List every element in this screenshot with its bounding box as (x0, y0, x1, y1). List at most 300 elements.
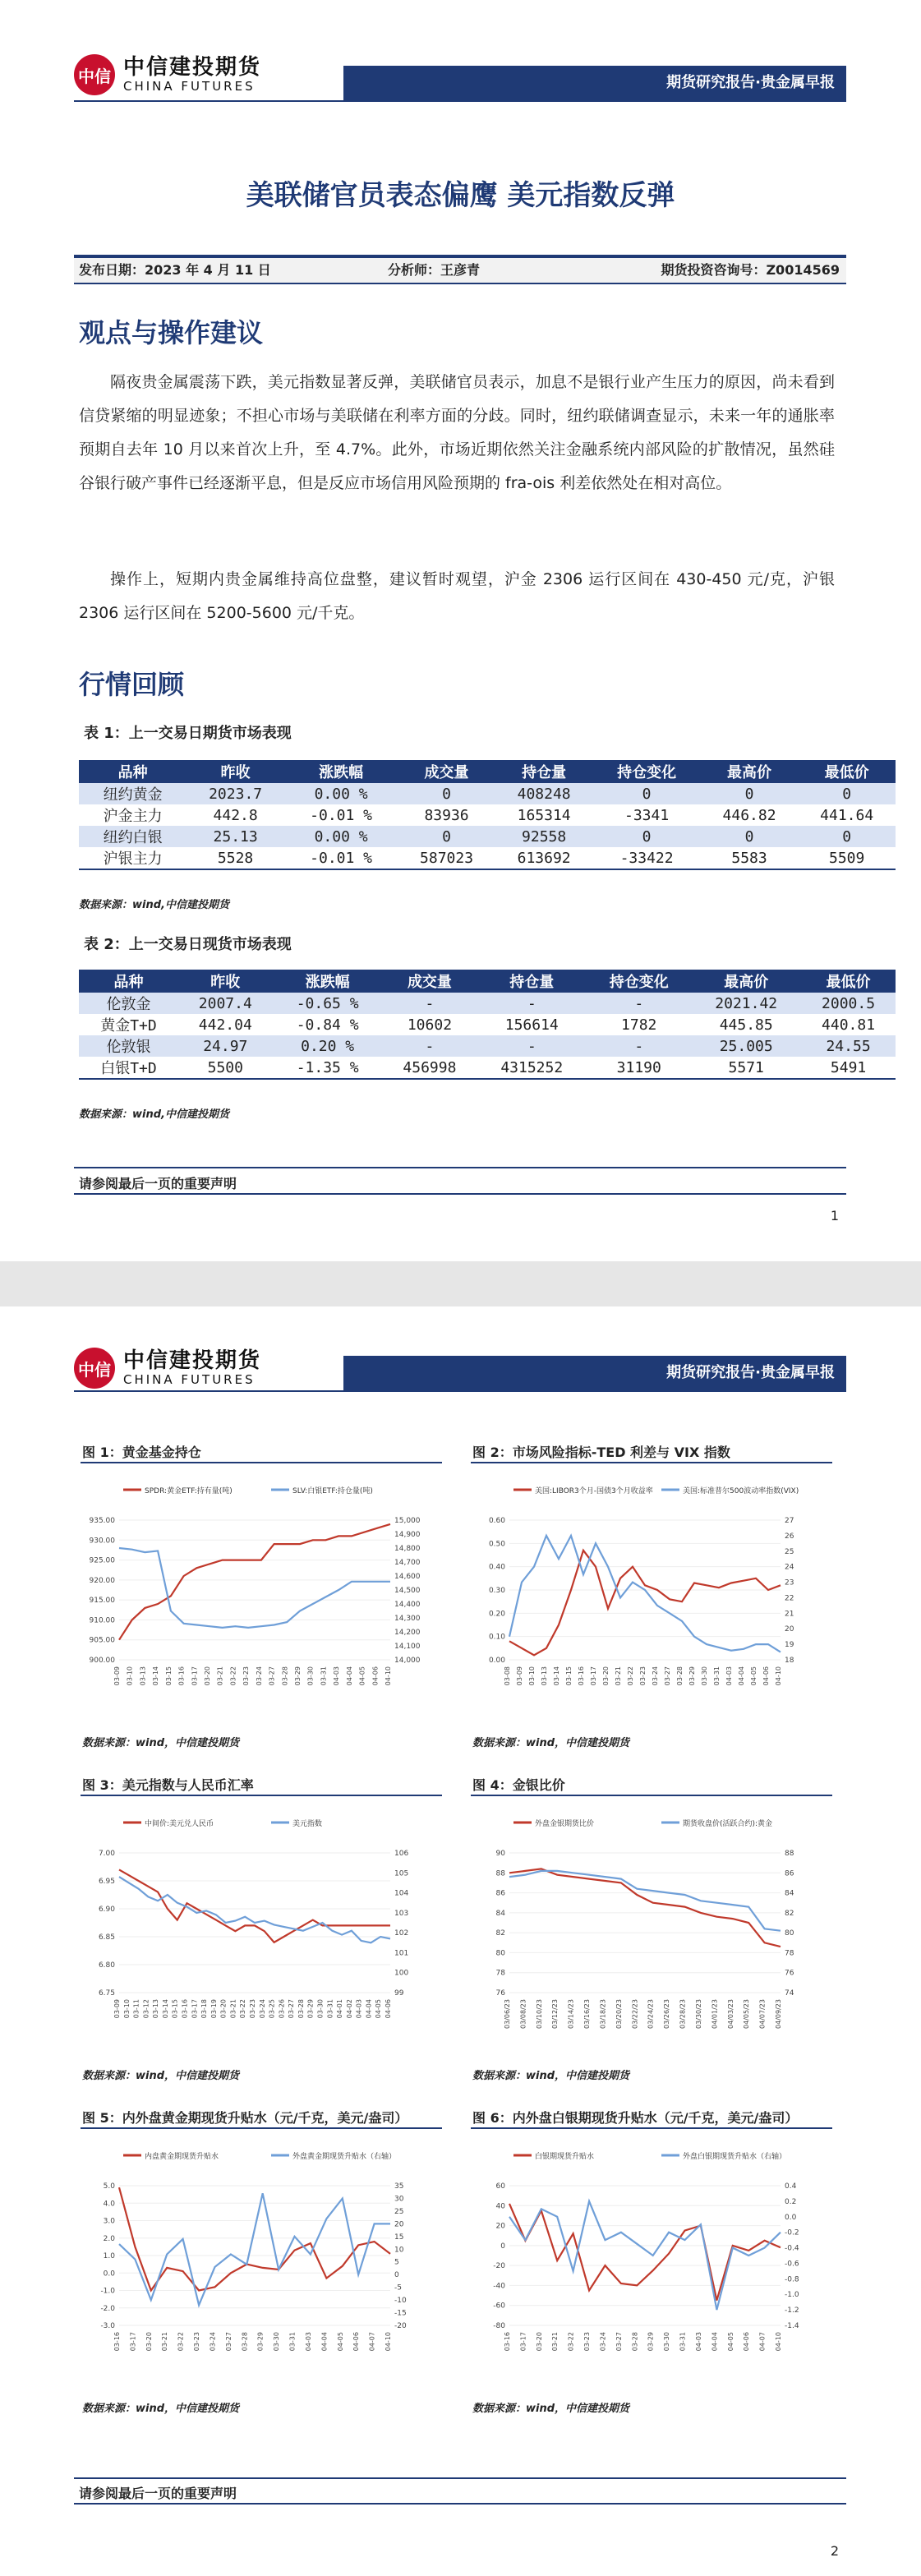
series-line-2 (119, 1877, 390, 1942)
analyst: 分析师：王彦青 (388, 262, 481, 278)
table-cell: 0 (701, 826, 799, 847)
x-tick-label: 04-03 (725, 1666, 733, 1686)
y-right-tick-label: 5 (394, 2258, 399, 2267)
report-title: 美联储官员表态偏鹰 美元指数反弹 (246, 179, 675, 212)
y-left-tick-label: -20 (493, 2262, 505, 2271)
header-rule (74, 100, 846, 102)
series-line-1 (509, 1551, 781, 1656)
table-cell: 0 (798, 783, 896, 804)
y-right-tick-label: -1.4 (785, 2322, 799, 2330)
column-header: 昨收 (187, 760, 284, 783)
y-left-tick-label: 82 (495, 1929, 505, 1938)
legend-label: SLV:白银ETF:持仓量(吨) (292, 1487, 373, 1495)
x-tick-label: 03-31 (326, 1999, 334, 2019)
x-tick-label: 04-06 (385, 1999, 392, 2019)
y-right-tick-label: 14,200 (394, 1629, 421, 1637)
x-tick-label: 04/03/23 (726, 1999, 734, 2029)
figure-source: 数据来源：wind，中信建投期货 (82, 2403, 240, 2415)
y-left-tick-label: 76 (495, 1989, 505, 1998)
table-cell: 446.82 (701, 804, 799, 826)
x-tick-label: 03-20 (602, 1666, 610, 1686)
x-tick-label: 03-31 (713, 1666, 721, 1686)
table-cell: 0 (592, 783, 700, 804)
column-header: 最高价 (691, 970, 801, 993)
y-left-tick-label: 0.20 (488, 1610, 505, 1619)
x-tick-label: 03-21 (229, 1999, 237, 2019)
y-left-tick-label: -2.0 (100, 2304, 115, 2313)
table-cell: 2000.5 (801, 993, 896, 1014)
x-tick-label: 03-24 (209, 2332, 217, 2352)
table-cell: 5571 (691, 1057, 801, 1079)
x-tick-label: 04-03 (333, 1666, 341, 1686)
table-cell: 5500 (178, 1057, 273, 1079)
y-left-tick-label: 5.0 (103, 2182, 115, 2191)
y-left-tick-label: 7.00 (98, 1850, 115, 1858)
x-tick-label: 03-14 (553, 1666, 560, 1686)
x-tick-label: 03/28/23 (679, 1999, 687, 2029)
meta-bar (74, 255, 846, 284)
x-tick-label: 04/09/23 (775, 1999, 782, 2029)
x-tick-label: 03/24/23 (647, 1999, 655, 2029)
column-header: 昨收 (178, 970, 273, 993)
table2-caption: 表 2：上一交易日现货市场表现 (84, 936, 292, 953)
x-tick-label: 03-28 (676, 1666, 684, 1686)
x-tick-label: 04-10 (775, 2332, 782, 2352)
x-tick-label: 04/01/23 (711, 1999, 719, 2029)
x-tick-label: 03-23 (249, 1999, 256, 2019)
column-header: 涨跌幅 (273, 970, 383, 993)
table-cell: 4315252 (477, 1057, 587, 1079)
x-tick-label: 03-30 (316, 1999, 325, 2019)
table-cell: 0.00 % (284, 783, 398, 804)
y-left-tick-label: 1.0 (103, 2252, 115, 2260)
table-cell: 445.85 (691, 1014, 801, 1035)
x-tick-label: 03-09 (113, 1999, 121, 2019)
table-cell: 83936 (398, 804, 495, 826)
figure-source: 数据来源：wind，中信建投期货 (82, 2070, 240, 2082)
figure-title-rule (81, 1462, 442, 1463)
y-right-tick-label: 84 (785, 1889, 794, 1898)
legend-label: 外盘白银期现货升贴水（右轴） (683, 2153, 787, 2161)
footer-rule (74, 1167, 846, 1168)
y-left-tick-label: -1.0 (100, 2287, 115, 2296)
y-left-tick-label: 6.75 (98, 1989, 115, 1998)
footer-rule (74, 2477, 846, 2479)
y-left-tick-label: 0.60 (488, 1517, 505, 1525)
y-right-tick-label: 103 (394, 1909, 409, 1918)
y-right-tick-label: 21 (785, 1610, 794, 1619)
x-tick-label: 04-04 (320, 2332, 329, 2352)
x-tick-label: 03-31 (288, 2332, 297, 2352)
column-header: 品种 (79, 970, 178, 993)
x-tick-label: 03-27 (268, 1666, 276, 1686)
view-paragraph-2: 操作上，短期内贵金属维持高位盘整，建议暂时观望，沪金 2306 运行区间在 430-450 元/克，沪银 2306 运行区间在 5200-5600 元/千克。 (79, 570, 835, 622)
figure-title: 图 4：金银比价 (472, 1777, 565, 1793)
table-cell: 456998 (383, 1057, 477, 1079)
x-tick-label: 04/07/23 (758, 1999, 767, 2029)
y-right-tick-label: 14,700 (394, 1559, 421, 1567)
x-tick-label: 03/12/23 (551, 1999, 560, 2029)
y-right-tick-label: 76 (785, 1969, 794, 1978)
table-cell: - (477, 1035, 587, 1057)
column-header: 成交量 (398, 760, 495, 783)
table2-source: 数据来源：wind,中信建投期货 (79, 1108, 229, 1121)
x-tick-label: 04-04 (711, 2332, 719, 2352)
x-tick-label: 03-17 (590, 1666, 597, 1686)
table-cell: - (383, 993, 477, 1014)
x-tick-label: 03-24 (599, 2332, 607, 2352)
y-left-tick-label: 4.0 (103, 2200, 115, 2209)
page-number: 2 (830, 2543, 839, 2559)
y-right-tick-label: -10 (394, 2297, 407, 2306)
y-left-tick-label: 0 (500, 2242, 505, 2251)
y-right-tick-label: 0.4 (785, 2182, 797, 2191)
table-cell: 0 (398, 826, 495, 847)
y-left-tick-label: 925.00 (89, 1556, 115, 1565)
y-right-tick-label: 74 (785, 1989, 794, 1998)
x-tick-label: 03-16 (177, 1666, 186, 1686)
table-cell: 0.00 % (284, 826, 398, 847)
legend-label: 内盘黄金期现货升贴水 (145, 2153, 219, 2161)
table-cell: 24.97 (178, 1035, 273, 1057)
y-right-tick-label: -1.2 (785, 2306, 799, 2316)
table-cell: 587023 (398, 847, 495, 869)
y-right-tick-label: 25 (394, 2207, 404, 2216)
logo-mark: 中信 (74, 1348, 115, 1389)
x-tick-label: 03-16 (113, 2332, 121, 2352)
view-heading: 观点与操作建议 (79, 317, 264, 348)
y-left-tick-label: 915.00 (89, 1597, 115, 1606)
x-tick-label: 03-22 (239, 1999, 247, 2019)
table-cell: 纽约黄金 (79, 783, 187, 804)
x-tick-label: 03-17 (191, 1999, 199, 2019)
x-tick-label: 03-08 (504, 1666, 511, 1686)
x-tick-label: 03-28 (241, 2332, 249, 2352)
table-cell: 25.005 (691, 1035, 801, 1057)
column-header: 最高价 (701, 760, 799, 783)
x-tick-label: 03/06/23 (504, 1999, 511, 2029)
y-right-tick-label: 80 (785, 1929, 794, 1938)
y-right-tick-label: 14,100 (394, 1643, 421, 1651)
y-right-tick-label: 14,300 (394, 1615, 421, 1623)
legend-label: 白银期现货升贴水 (535, 2153, 595, 2161)
legend-label: 美国:标准普尔500波动率指数(VIX) (683, 1487, 799, 1495)
series-line-1 (509, 1869, 781, 1947)
table-cell: 0 (798, 826, 896, 847)
y-left-tick-label: 2.0 (103, 2234, 115, 2243)
x-tick-label: 03-20 (145, 2332, 153, 2352)
x-tick-label: 04-06 (743, 2332, 751, 2352)
table-cell: - (587, 1035, 691, 1057)
column-header: 品种 (79, 760, 187, 783)
x-tick-label: 03/16/23 (583, 1999, 592, 2029)
x-tick-label: 03-29 (294, 1666, 302, 1686)
y-right-tick-label: 14,500 (394, 1587, 421, 1595)
x-tick-label: 03-23 (242, 1666, 251, 1686)
company-logo (74, 1348, 261, 1389)
x-tick-label: 03-23 (639, 1666, 647, 1686)
y-left-tick-label: 930.00 (89, 1537, 115, 1546)
table-cell: -33422 (592, 847, 700, 869)
y-right-tick-label: 27 (785, 1517, 794, 1525)
table-cell: 2023.7 (187, 783, 284, 804)
y-right-tick-label: 88 (785, 1850, 794, 1858)
x-tick-label: 03-28 (281, 1666, 289, 1686)
logo-name-cn: 中信建投期货 (123, 55, 262, 81)
x-tick-label: 03-21 (615, 1666, 622, 1686)
legend-label: SPDR:黄金ETF:持有量(吨) (145, 1487, 233, 1495)
column-header: 持仓变化 (592, 760, 700, 783)
table-row (79, 1014, 896, 1035)
table-cell: -0.84 % (273, 1014, 383, 1035)
x-tick-label: 04-06 (352, 2332, 361, 2352)
series-line-2 (119, 2193, 390, 2305)
x-tick-label: 03-17 (129, 2332, 137, 2352)
y-right-tick-label: 14,600 (394, 1573, 421, 1581)
x-tick-label: 03/08/23 (519, 1999, 527, 2029)
x-tick-label: 03-21 (161, 2332, 169, 2352)
line-chart-6 (464, 2141, 826, 2371)
x-tick-label: 03-31 (320, 1666, 328, 1686)
table-cell: 沪银主力 (79, 847, 187, 869)
logo-mark: 中信 (74, 54, 115, 95)
x-tick-label: 03-22 (567, 2332, 575, 2352)
legend-label: 美国:LIBOR3个月-国债3个月收益率 (535, 1487, 653, 1495)
table-cell: 0 (592, 826, 700, 847)
x-tick-label: 03-20 (219, 1999, 228, 2019)
column-header: 涨跌幅 (284, 760, 398, 783)
y-right-tick-label: 20 (394, 2220, 404, 2229)
y-right-tick-label: 26 (785, 1532, 794, 1541)
figure-source: 数据来源：wind，中信建投期货 (472, 2403, 630, 2415)
x-tick-label: 04-04 (365, 1999, 373, 2019)
figure-title: 图 1：黄金基金持仓 (82, 1445, 201, 1460)
x-tick-label: 04-03 (694, 2332, 702, 2352)
table-cell: 440.81 (801, 1014, 896, 1035)
column-header: 持仓量 (495, 760, 593, 783)
y-left-tick-label: 6.85 (98, 1933, 115, 1942)
y-right-tick-label: 0 (394, 2271, 399, 2280)
y-right-tick-label: -0.2 (785, 2228, 799, 2237)
y-left-tick-label: 920.00 (89, 1576, 115, 1585)
x-tick-label: 03-28 (631, 2332, 639, 2352)
x-tick-label: 03-16 (578, 1666, 585, 1686)
y-right-tick-label: 35 (394, 2182, 404, 2191)
y-right-tick-label: 15,000 (394, 1517, 421, 1525)
y-right-tick-label: 100 (394, 1969, 409, 1978)
x-tick-label: 03/26/23 (663, 1999, 671, 2029)
table-cell: 白银T+D (79, 1057, 178, 1079)
y-left-tick-label: 0.10 (488, 1633, 505, 1642)
table-cell: 10602 (383, 1014, 477, 1035)
y-right-tick-label: -0.6 (785, 2260, 799, 2269)
x-tick-label: 04-03 (355, 1999, 363, 2019)
y-left-tick-label: 90 (495, 1850, 505, 1858)
y-left-tick-label: 3.0 (103, 2217, 115, 2226)
figure-source: 数据来源：wind，中信建投期货 (82, 1737, 240, 1749)
table-cell: 442.8 (187, 804, 284, 826)
y-right-tick-label: 14,800 (394, 1545, 421, 1553)
page-2 (0, 1306, 921, 2576)
x-tick-label: 03/22/23 (631, 1999, 639, 2029)
table-cell: 24.55 (801, 1035, 896, 1057)
report-type-banner: 期货研究报告·贵金属早报 (343, 66, 846, 100)
y-left-tick-label: 910.00 (89, 1616, 115, 1625)
series-line-2 (509, 1536, 781, 1652)
x-tick-label: 03/10/23 (535, 1999, 543, 2029)
legend-label: 外盘黄金期现货升贴水（右轴） (292, 2153, 397, 2161)
y-left-tick-label: 0.50 (488, 1540, 505, 1549)
y-right-tick-label: 20 (785, 1625, 794, 1634)
table-cell: 408248 (495, 783, 593, 804)
figure-title-rule (471, 1462, 832, 1463)
table-row (79, 804, 896, 826)
header-rule (74, 1390, 846, 1392)
y-right-tick-label: 18 (785, 1657, 794, 1665)
y-right-tick-label: 25 (785, 1547, 794, 1556)
x-tick-label: 03-20 (535, 2332, 543, 2352)
y-right-tick-label: 104 (394, 1889, 409, 1898)
footer-rule-bottom (74, 1193, 846, 1195)
y-right-tick-label: 24 (785, 1563, 794, 1572)
y-right-tick-label: -0.4 (785, 2244, 799, 2253)
table-cell: -0.01 % (284, 847, 398, 869)
figure-title: 图 2：市场风险指标-TED 利差与 VIX 指数 (472, 1445, 730, 1460)
y-right-tick-label: 86 (785, 1869, 794, 1878)
table-cell: 613692 (495, 847, 593, 869)
x-tick-label: 03-29 (306, 1999, 315, 2019)
table-cell: 5528 (187, 847, 284, 869)
figure-title-rule (81, 2127, 442, 2129)
x-tick-label: 03-17 (191, 1666, 199, 1686)
y-right-tick-label: 82 (785, 1909, 794, 1918)
y-right-tick-label: -5 (394, 2283, 402, 2293)
x-tick-label: 03-29 (256, 2332, 265, 2352)
x-tick-label: 03-31 (679, 2332, 687, 2352)
x-tick-label: 03-14 (161, 1999, 169, 2019)
x-tick-label: 03-21 (216, 1666, 224, 1686)
x-tick-label: 03-27 (664, 1666, 671, 1686)
x-tick-label: 03-27 (288, 1999, 296, 2019)
table-cell: 纽约白银 (79, 826, 187, 847)
y-right-tick-label: -0.8 (785, 2275, 799, 2284)
x-tick-label: 04-04 (738, 1666, 745, 1686)
page-number: 1 (830, 1208, 839, 1223)
y-right-tick-label: 101 (394, 1949, 409, 1958)
legend-label: 中间价:美元兑人民币 (145, 1820, 214, 1828)
x-tick-label: 03/14/23 (567, 1999, 575, 2029)
y-right-tick-label: 14,900 (394, 1531, 421, 1539)
figure-title: 图 5：内外盘黄金期现货升贴水（元/千克，美元/盎司） (82, 2110, 408, 2126)
column-header: 成交量 (383, 970, 477, 993)
y-left-tick-label: 0.00 (488, 1657, 505, 1665)
disclaimer-link[interactable]: 请参阅最后一页的重要声明 (79, 2486, 237, 2501)
table-cell: 31190 (587, 1057, 691, 1079)
table-cell: 5583 (701, 847, 799, 869)
y-left-tick-label: -3.0 (100, 2322, 115, 2330)
y-right-tick-label: 15 (394, 2233, 404, 2242)
x-tick-label: 03-10 (122, 1999, 131, 2019)
y-right-tick-label: 0.2 (785, 2197, 797, 2206)
x-tick-label: 03-13 (152, 1999, 160, 2019)
table-row (79, 847, 896, 869)
x-tick-label: 04-05 (375, 1999, 383, 2019)
x-tick-label: 04-05 (750, 1666, 758, 1686)
table-cell: - (477, 993, 587, 1014)
publish-date: 发布日期：2023 年 4 月 11 日 (79, 262, 271, 278)
x-tick-label: 03-10 (528, 1666, 536, 1686)
table-cell: 92558 (495, 826, 593, 847)
report-type-banner: 期货研究报告·贵金属早报 (343, 1356, 846, 1390)
x-tick-label: 03-23 (583, 2332, 592, 2352)
x-tick-label: 03/18/23 (599, 1999, 607, 2029)
x-tick-label: 03-09 (113, 1666, 121, 1686)
table-cell: 442.04 (178, 1014, 273, 1035)
table-cell: 441.64 (798, 804, 896, 826)
y-right-tick-label: 30 (394, 2195, 404, 2204)
x-tick-label: 03-26 (278, 1999, 286, 2019)
x-tick-label: 04-07 (758, 2332, 767, 2352)
series-line-2 (509, 2201, 781, 2310)
y-right-tick-label: 10 (394, 2246, 404, 2255)
table-row (79, 1035, 896, 1057)
x-tick-label: 03-30 (273, 2332, 281, 2352)
x-tick-label: 04-05 (336, 2332, 344, 2352)
x-tick-label: 04-02 (345, 1999, 353, 2019)
y-right-tick-label: 23 (785, 1578, 794, 1588)
logo-name-en: CHINA FUTURES (123, 1372, 256, 1388)
x-tick-label: 03-11 (132, 1999, 140, 2019)
x-tick-label: 03-22 (229, 1666, 237, 1686)
x-tick-label: 03-19 (210, 1999, 218, 2019)
futures-table (79, 760, 896, 870)
x-tick-label: 03-29 (647, 2332, 655, 2352)
table-cell: 165314 (495, 804, 593, 826)
y-right-tick-label: 99 (394, 1989, 404, 1998)
x-tick-label: 03-13 (139, 1666, 147, 1686)
x-tick-label: 03-27 (224, 2332, 233, 2352)
x-tick-label: 03-30 (306, 1666, 315, 1686)
view-paragraph-1: 隔夜贵金属震荡下跌，美元指数显著反弹，美联储官员表示，加息不是银行业产生压力的原因，尚未看到信贷紧缩的明显迹象；不担心市场与美联储在利率方面的分歧。同时，纽约联储调查显示，未来一年的通胀率预期自去年 10 月以来首次上升，至 4.7%。此外，市场近期依然关注金融系统内部风险的扩散情况，虽然硅谷银行破产事件已经逐渐平息，但是反应市场信用风险预期的 fra-ois 利差依然处在相对高位。 (79, 373, 835, 492)
table-cell: 5491 (801, 1057, 896, 1079)
x-tick-label: 03-10 (126, 1666, 134, 1686)
x-tick-label: 03-24 (255, 1666, 263, 1686)
x-tick-label: 03-25 (268, 1999, 276, 2019)
x-tick-label: 03-12 (142, 1999, 150, 2019)
y-right-tick-label: 22 (785, 1594, 794, 1603)
logo-name-cn: 中信建投期货 (123, 1348, 262, 1374)
table-cell: 0 (398, 783, 495, 804)
disclaimer-link[interactable]: 请参阅最后一页的重要声明 (79, 1176, 237, 1191)
x-tick-label: 04-05 (726, 2332, 734, 2352)
legend-label: 外盘金银期货比价 (535, 1820, 595, 1828)
table-cell: 黄金T+D (79, 1014, 178, 1035)
x-tick-label: 03-30 (701, 1666, 708, 1686)
figure-title-rule (471, 2127, 832, 2129)
x-tick-label: 03-16 (504, 2332, 511, 2352)
x-tick-label: 03-24 (652, 1666, 659, 1686)
y-right-tick-label: 14,400 (394, 1601, 421, 1609)
line-chart-3 (74, 1808, 435, 2038)
line-chart-5 (74, 2141, 435, 2371)
x-tick-label: 04-04 (345, 1666, 353, 1686)
column-header: 最低价 (801, 970, 896, 993)
y-left-tick-label: 60 (495, 2182, 505, 2191)
x-tick-label: 03/30/23 (694, 1999, 702, 2029)
column-header: 持仓量 (477, 970, 587, 993)
table-cell: 0.20 % (273, 1035, 383, 1057)
table-cell: 2021.42 (691, 993, 801, 1014)
